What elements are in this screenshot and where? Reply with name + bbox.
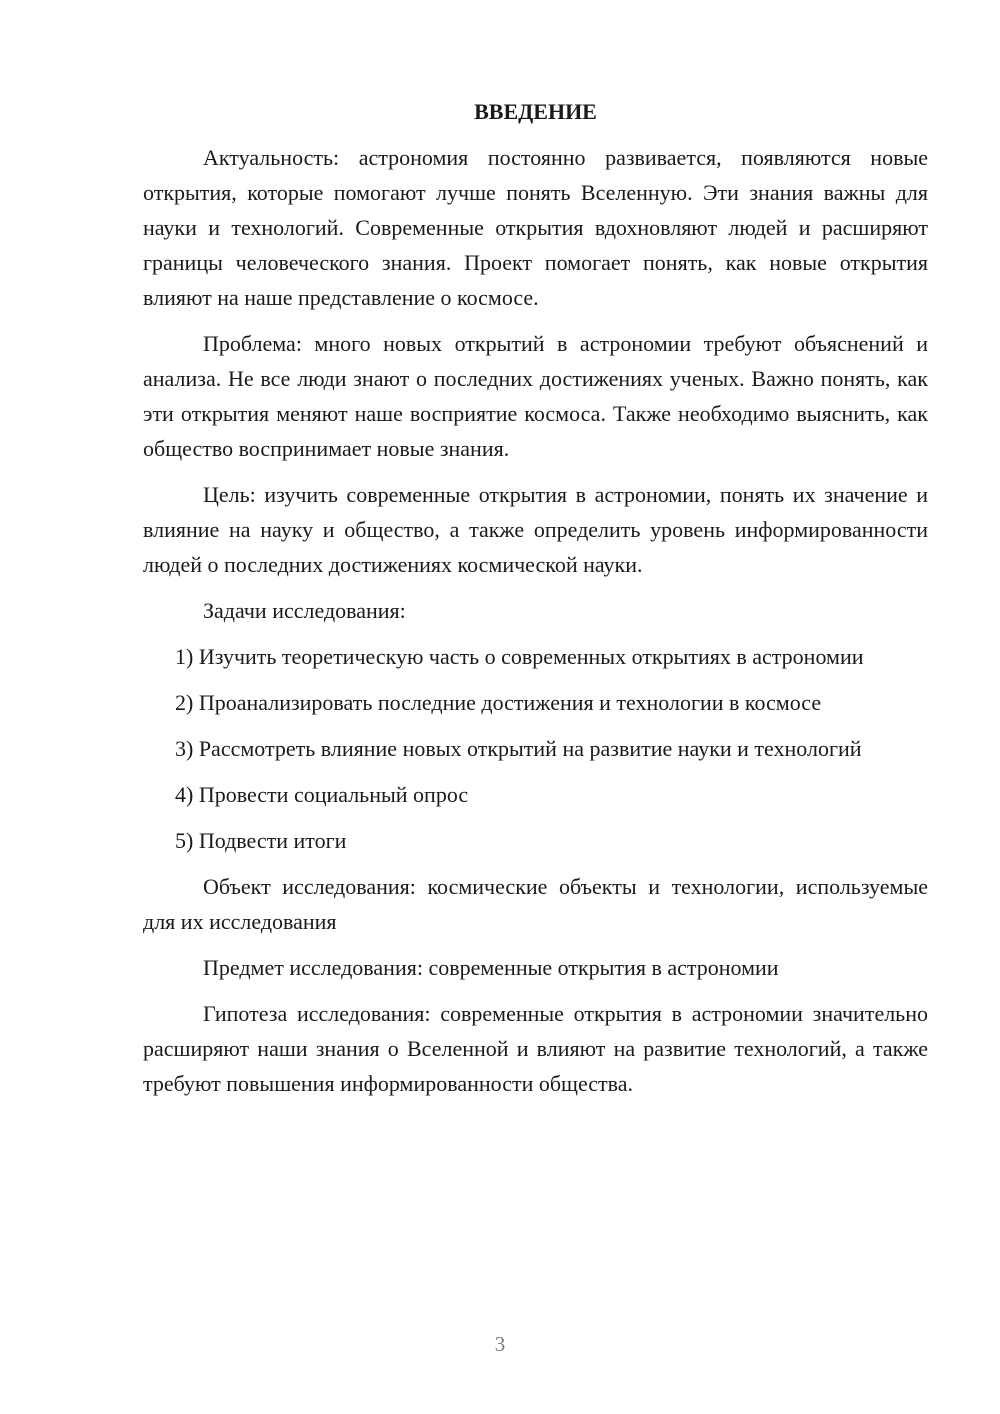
hypothesis-paragraph: Гипотеза исследования: современные открытия в астрономии значительно расширяют наши знания о Вселенной и влияют на развитие технологий, а также требуют повышения информированности общества.	[143, 1001, 928, 1096]
task-item-3: 3) Рассмотреть влияние новых открытий на развитие науки и технологий	[175, 736, 862, 761]
page-title: ВВЕДЕНИЕ	[474, 99, 597, 124]
tasks-heading: Задачи исследования:	[203, 598, 406, 623]
page-number: 3	[494, 1332, 506, 1356]
task-item-5: 5) Подвести итоги	[175, 828, 347, 853]
task-item-1: 1) Изучить теоретическую часть о современных открытиях в астрономии	[175, 644, 864, 669]
goal-paragraph: Цель: изучить современные открытия в астрономии, понять их значение и влияние на науку и общество, а также определить уровень информированности людей о последних достижениях космической науки.	[143, 482, 928, 577]
document-body	[143, 94, 928, 1112]
task-item-4: 4) Провести социальный опрос	[175, 782, 469, 807]
problem-paragraph: Проблема: много новых открытий в астрономии требуют объяснений и анализа. Не все люди знают о последних достижениях ученых. Важно понять, как эти открытия меняют наше восприятие космоса. Также необходимо выяснить, как общество воспринимает новые знания.	[143, 331, 928, 461]
relevance-paragraph: Актуальность: астрономия постоянно развивается, появляются новые открытия, которые помогают лучше понять Вселенную. Эти знания важны для науки и технологий. Современные открытия вдохновляют людей и расширяют границы человеческого знания. Проект помогает понять, как новые открытия влияют на наше представление о космосе.	[143, 145, 928, 310]
task-item-2: 2) Проанализировать последние достижения и технологии в космосе	[175, 690, 822, 715]
subject-paragraph: Предмет исследования: современные открытия в астрономии	[203, 955, 779, 980]
object-paragraph: Объект исследования: космические объекты и технологии, используемые для их исследования	[143, 874, 928, 934]
